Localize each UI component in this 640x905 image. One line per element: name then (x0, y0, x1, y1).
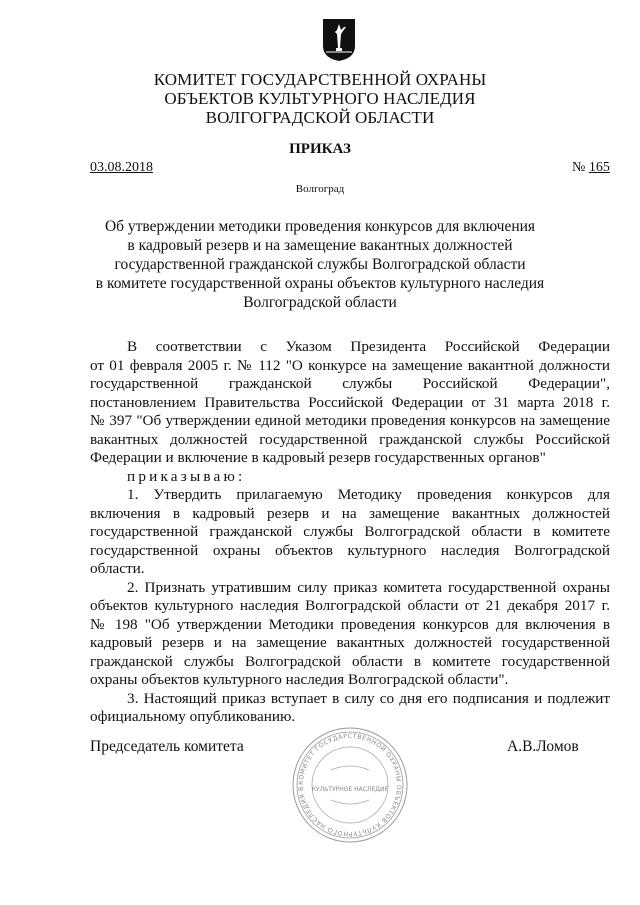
subject-line: государственной гражданской службы Волгоградской области (114, 256, 526, 273)
item3-line: 3. Настоящий приказ вступает в силу со дня его подписания и подлежит (127, 689, 610, 707)
item1-line: государственной охраны объектов культурного наследия Волгоградской (90, 541, 610, 559)
committee-header (0, 70, 640, 127)
item1-line: 1. Утвердить прилагаемую Методику проведения конкурсов для (127, 486, 610, 503)
seal-center-text: КУЛЬТУРНОЕ НАСЛЕДИЕ (311, 786, 389, 793)
preamble-line: № 397 "Об утверждении единой методики проведения конкурсов на замещение (90, 412, 610, 429)
city: Волгоград (295, 183, 345, 195)
order-word: приказываю: (127, 467, 246, 485)
document-body (90, 338, 610, 727)
item2-line: 2. Признать утратившим силу приказ комитета государственной охраны (127, 578, 610, 596)
seal-ring-text: КОМИТЕТ ГОСУДАРСТВЕННОЙ ОХРАНЫ ОБЪЕКТОВ КУЛЬТУРНОГО НАСЛЕДИЯ В (297, 732, 403, 838)
document-number (572, 160, 610, 176)
coat-of-arms-emblem (322, 18, 356, 62)
item1-line: области. (90, 560, 145, 577)
subject-line: в кадровый резерв и на замещение вакантных должностей (127, 237, 513, 254)
item2-line: объектов культурного наследия Волгоградской области от 21 декабря 2017 г. (90, 597, 610, 614)
item3-line: официальному опубликованию. (90, 708, 296, 725)
preamble-line: В соответствии с Указом Президента Российской Федерации (127, 338, 610, 355)
subject-line: в комитете государственной охраны объектов культурного наследия (95, 275, 545, 292)
item2-line: гражданской службы Волгоградской области в комитете государственной (90, 652, 610, 670)
document-type: ПРИКАЗ (289, 141, 351, 157)
signature-position: Председатель комитета (90, 738, 244, 755)
document-subject (80, 217, 560, 312)
svg-text:КОМИТЕТ ГОСУДАРСТВЕННОЙ ОХРАНЫ (291, 726, 402, 837)
item1-line: включения в кадровый резерв и на замещение вакантных должностей (90, 504, 610, 522)
document-date (90, 160, 153, 176)
subject-line: Об утверждении методики проведения конкурсов для включения (104, 218, 536, 235)
subject-line: Волгоградской области (243, 294, 397, 311)
preamble-line: от 01 февраля 2005 г. № 112 "О конкурсе на замещение вакантной должности (90, 356, 610, 374)
signature-name: А.В.Ломов (507, 738, 579, 755)
preamble-line: постановлением Правительства Российской Федерации от 31 марта 2018 г. (90, 393, 610, 411)
preamble-line: государственной гражданской службы Российской Федерации", (90, 375, 610, 392)
item2-line: № 198 "Об утверждении Методики проведения конкурсов для включения в (90, 615, 610, 633)
header-line: ВОЛГОГРАДСКОЙ ОБЛАСТИ (205, 108, 435, 127)
item2-line: кадровый резерв и на замещение вакантных должностей государственной (90, 634, 610, 651)
item1-line: государственной гражданской службы Волгоградской области в комитете (90, 523, 610, 540)
preamble-line: вакантных должностей государственной гражданской службы Российской (90, 430, 610, 448)
preamble-line: Федерации и включение в кадровый резерв государственных органов" (90, 449, 546, 466)
item2-line: охраны объектов культурного наследия Волгоградской области". (90, 671, 509, 688)
date-value: 03.08.2018 (90, 160, 153, 175)
number-value: 165 (588, 160, 610, 175)
official-seal (291, 726, 409, 844)
header-line: КОМИТЕТ ГОСУДАРСТВЕННОЙ ОХРАНЫ (153, 70, 487, 89)
header-line: ОБЪЕКТОВ КУЛЬТУРНОГО НАСЛЕДИЯ (164, 89, 476, 108)
number-prefix: № (572, 160, 586, 175)
